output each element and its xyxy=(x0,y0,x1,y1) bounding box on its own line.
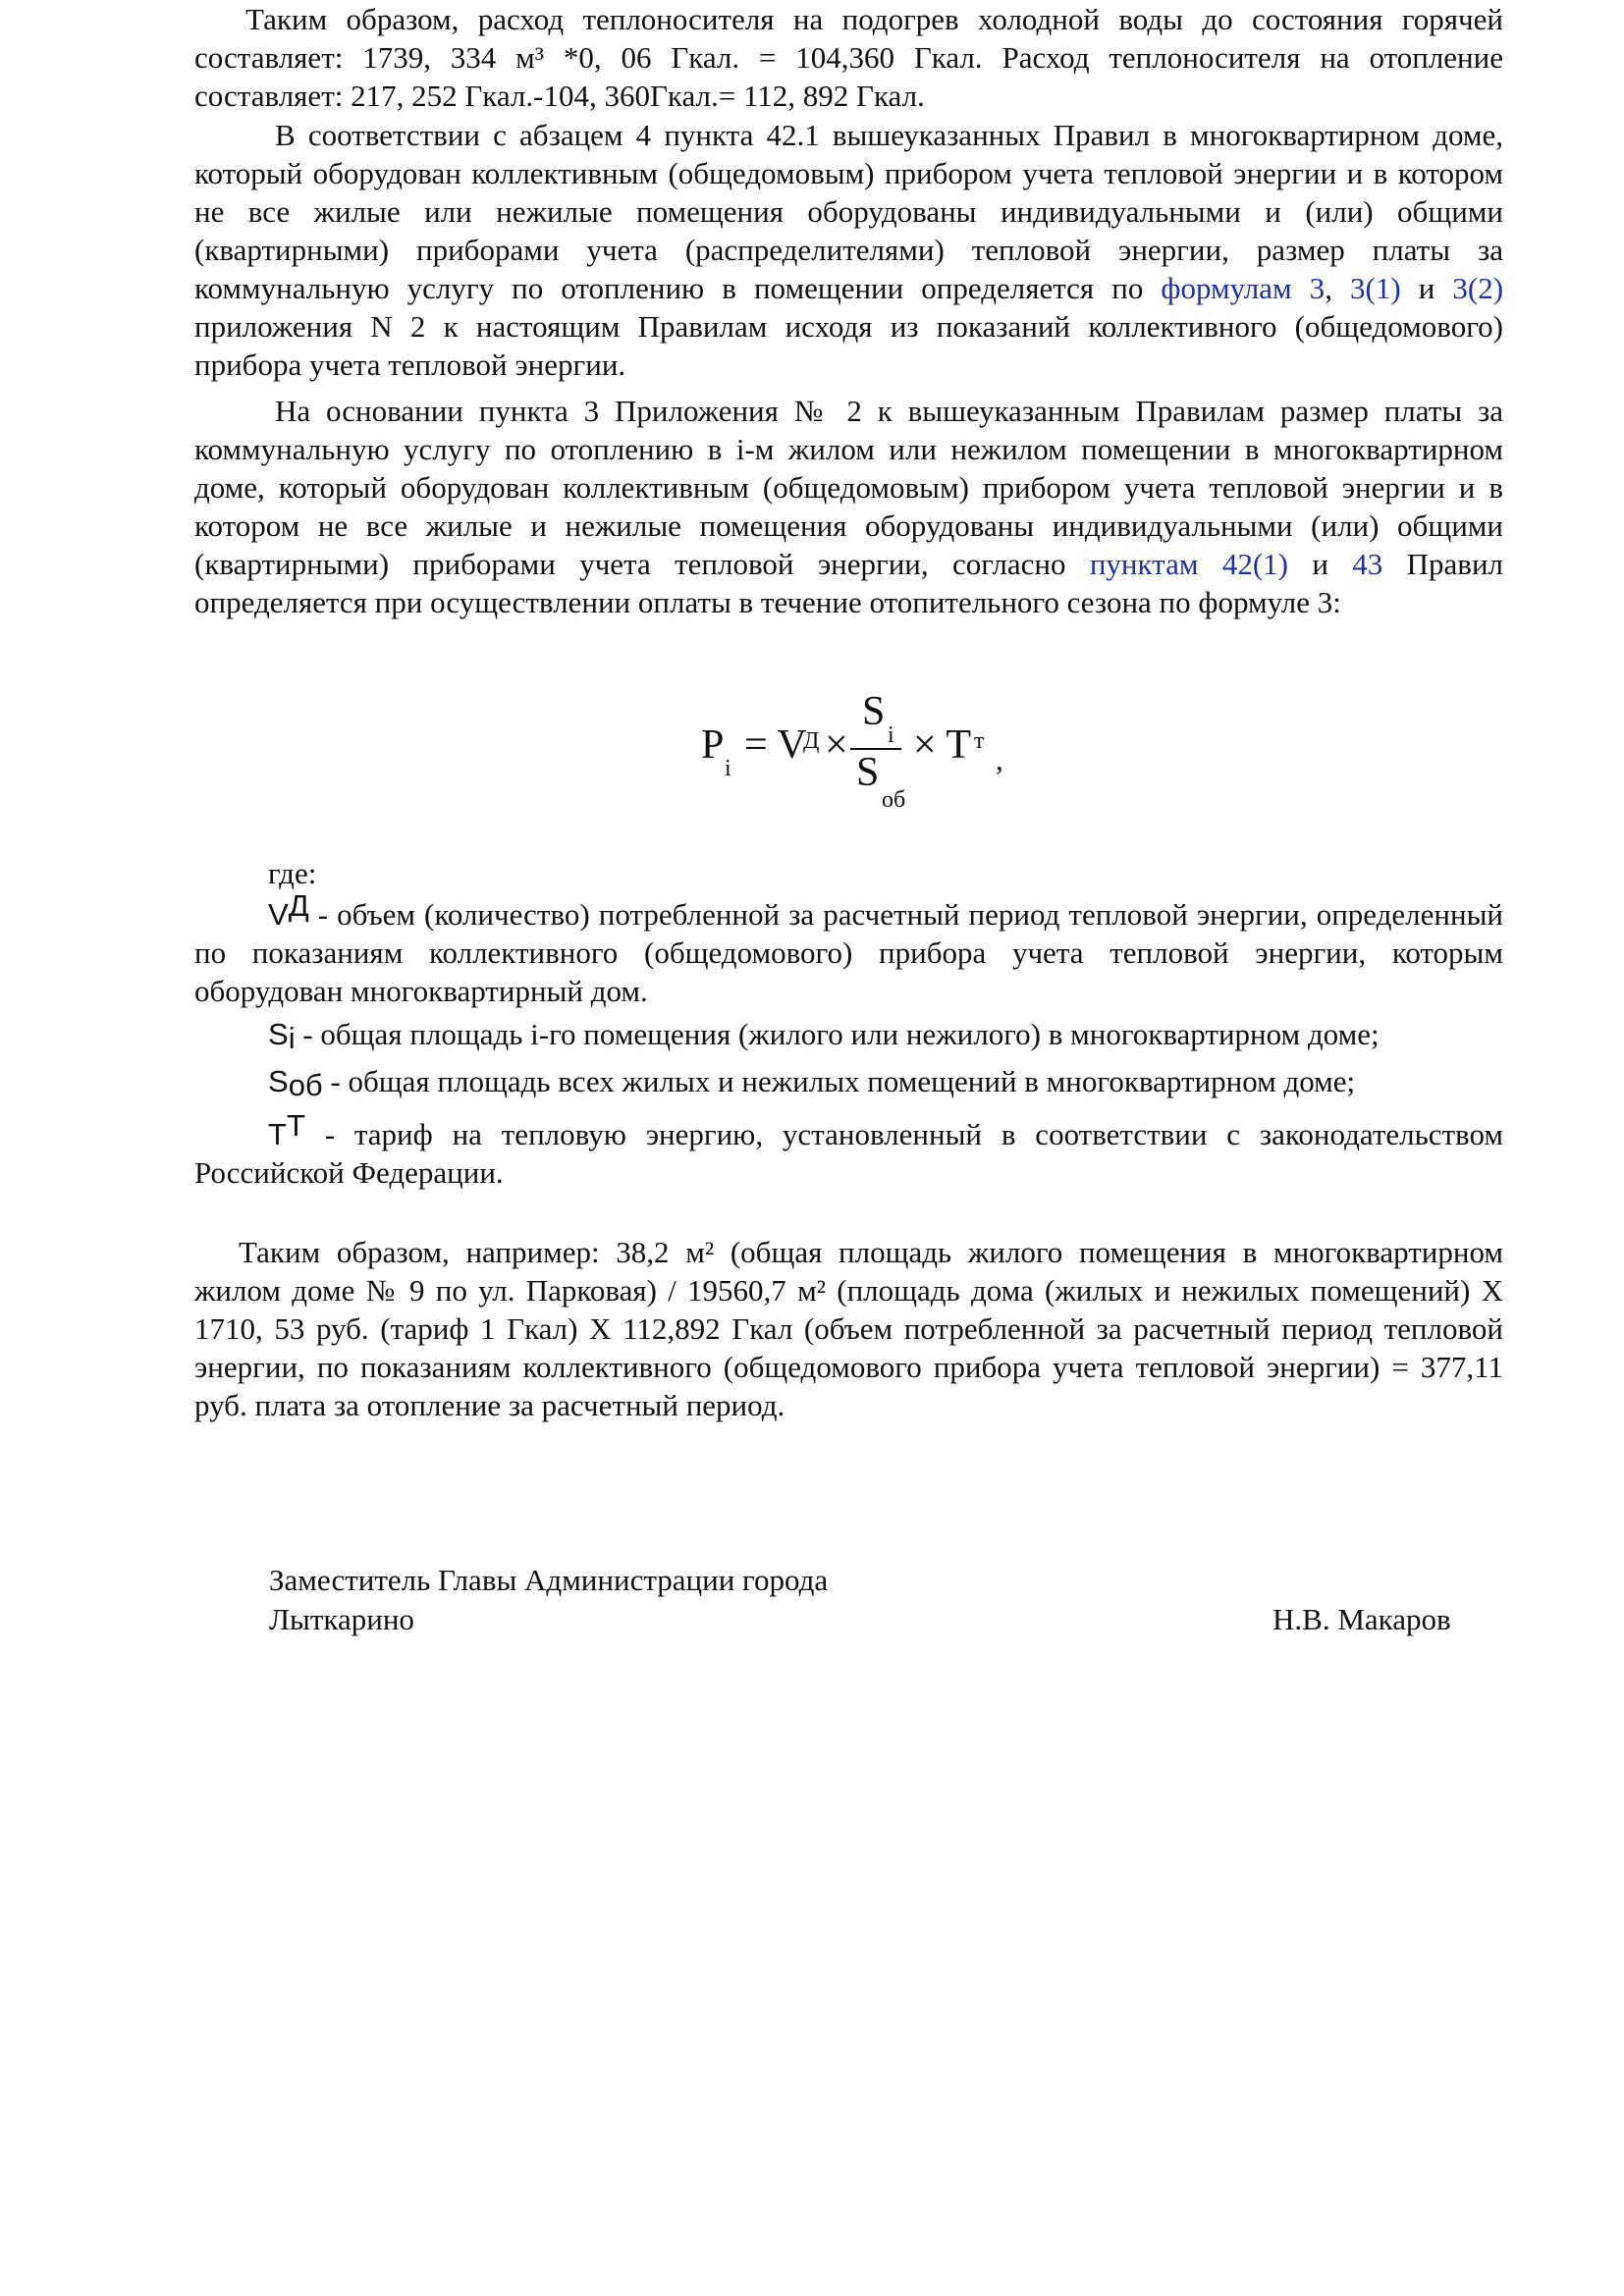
signature-position-line1: Заместитель Главы Администрации города xyxy=(269,1563,829,1597)
paragraph-text: Правил определяется при осуществлении оплаты в течение отопительного сезона по формуле 3: xyxy=(194,547,1504,619)
separator-text: , xyxy=(1325,271,1350,305)
symbol-s: S xyxy=(268,1064,289,1098)
paragraph-text: На основании пункта 3 Приложения № 2 к вышеуказанным Правилам размер платы за коммунальную услугу по отоплению в i-м жилом или нежилом помещении в многоквартирном доме, который оборудован коллективным (общедомовым) прибором учета тепловой энергии и в котором не все жилые и нежилые помещения оборудованы индивидуальными (или) общими (квартирными) приборами учета тепловой энергии, согласно xyxy=(194,394,1503,581)
definition-v xyxy=(194,888,1503,1010)
definition-t xyxy=(194,1108,1503,1192)
link-clause-43[interactable]: 43 xyxy=(1352,547,1383,581)
signature-position-line2: Лыткарино xyxy=(269,1602,414,1636)
symbol-t-superscript: Т xyxy=(286,1108,305,1143)
symbol-sob-subscript: об xyxy=(288,1068,323,1102)
signature-name: Н.В. Макаров xyxy=(1272,1602,1451,1636)
link-formula-3-2[interactable]: 3(2) xyxy=(1452,271,1504,305)
where-label: где: xyxy=(268,856,317,890)
formula-comma: , xyxy=(996,742,1003,776)
formula-t-superscript: т xyxy=(974,728,985,754)
paragraph-rules-42-1 xyxy=(194,116,1503,384)
link-formula-3[interactable]: формулам 3 xyxy=(1161,271,1326,305)
paragraph-appendix-2 xyxy=(194,392,1503,621)
symbol-t: T xyxy=(268,1117,287,1151)
link-formula-3-1[interactable]: 3(1) xyxy=(1350,271,1401,305)
paragraph-example-calculation: Таким образом, например: 38,2 м² (общая площадь жилого помещения в многоквартирном жилом доме № 9 по ул. Парковая) / 19560,7 м² (площадь дома (жилых и нежилых помещений) Х 1710, 53 руб. (тариф 1 Гкал) Х 112,892 Гкал (объем потребленной за расчетный период тепловой энергии, по показаниям коллективного (общедомового прибора учета тепловой энергии) = 377,11 руб. плата за отопление за расчетный период. xyxy=(194,1235,1503,1422)
formula-denominator-subscript: об xyxy=(882,787,906,813)
symbol-v-superscript: Д xyxy=(288,888,309,923)
formula-v-superscript: Д xyxy=(803,728,820,754)
symbol-s: S xyxy=(268,1017,289,1051)
symbol-v: V xyxy=(268,897,289,932)
formula-numerator-subscript: i xyxy=(888,722,894,748)
formula-p: P xyxy=(701,722,725,768)
symbol-si-subscript: i xyxy=(288,1021,296,1055)
definition-t-text: - тариф на тепловую энергию, установленный в соответствии с законодательством Российской Федерации. xyxy=(194,1117,1503,1190)
formula-times-t: × T xyxy=(913,722,972,768)
definition-v-text: - объем (количество) потребленной за расчетный период тепловой энергии, определенный по показаниям коллективного (общедомового) прибора учета тепловой энергии, которым оборудован многоквартирный дом. xyxy=(194,897,1503,1008)
separator-text: и xyxy=(1400,271,1453,305)
separator-text: и xyxy=(1287,547,1353,581)
paragraph-text: приложения N 2 к настоящим Правилам исходя из показаний коллективного (общедомового) прибора учета тепловой энергии. xyxy=(194,309,1503,382)
formula-3 xyxy=(701,687,1055,813)
definition-si xyxy=(194,1015,1503,1053)
link-clauses-42-1[interactable]: пунктам 42(1) xyxy=(1089,547,1288,581)
formula-denominator: S xyxy=(856,750,880,795)
paragraph-coolant-consumption: Таким образом, расход теплоносителя на подогрев холодной воды до состояния горячей составляет: 1739, 334 м³ *0, 06 Гкал. = 104,360 Гкал. Расход теплоносителя на отопление составляет: 217, 252 Гкал.-104, 360Гкал.= 112, 892 Гкал. xyxy=(194,2,1503,113)
paragraph-text: В соответствии с абзацем 4 пункта 42.1 вышеуказанных Правил в многоквартирном доме, который оборудован коллективным (общедомовым) прибором учета тепловой энергии и в котором не все жилые или нежилые помещения оборудованы индивидуальными и (или) общими (квартирными) приборами учета (распределителями) тепловой энергии, размер платы за коммунальную услугу по отоплению в помещении определяется по xyxy=(194,118,1503,305)
definition-sob xyxy=(194,1062,1503,1100)
formula-numerator: S xyxy=(862,689,886,734)
formula-equals-v: = V xyxy=(744,722,807,768)
definition-sob-text: - общая площадь всех жилых и нежилых помещений в многоквартирном доме; xyxy=(322,1064,1356,1098)
definition-si-text: - общая площадь i-го помещения (жилого или нежилого) в многоквартирном доме; xyxy=(295,1017,1380,1051)
formula-p-subscript: i xyxy=(725,756,731,781)
formula-times-sign: × xyxy=(825,722,848,768)
